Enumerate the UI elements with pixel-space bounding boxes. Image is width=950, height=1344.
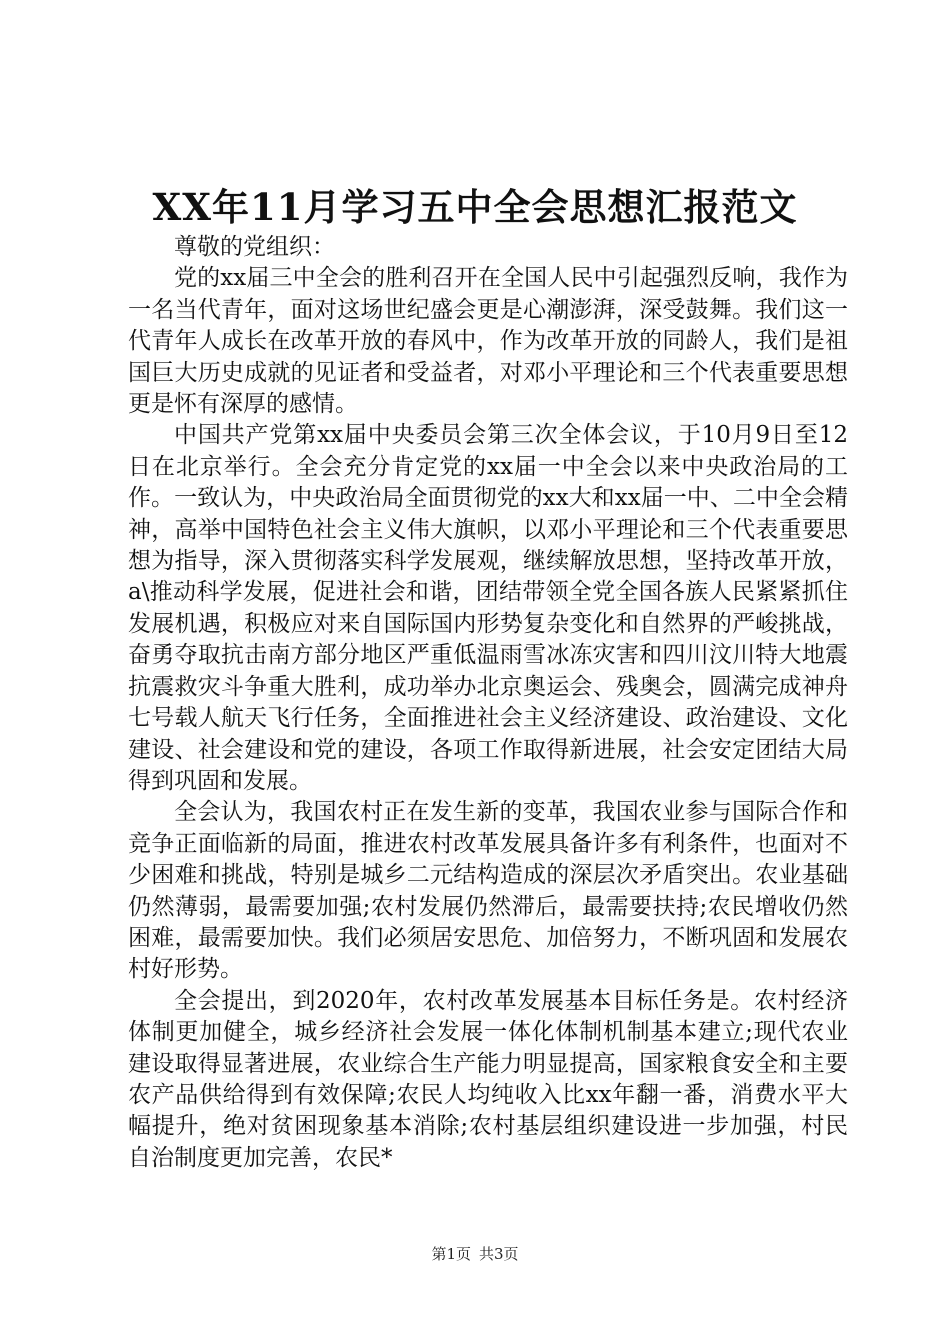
document-body — [128, 232, 848, 1174]
paragraph-2: 中国共产党第xx届中央委员会第三次全体会议，于10月9日至12日在北京举行。全会充分肯定党的xx届一中全会以来中央政治局的工作。一致认为，中央政治局全面贯彻党的xx大和xx届一中、二中全会精神，高举中国特色社会主义伟大旗帜，以邓小平理论和三个代表重要思想为指导，深入贯彻落实科学发展观，继续解放思想，坚持改革开放，a\推动科学发展，促进社会和谐，团结带领全党全国各族人民紧紧抓住发展机遇，积极应对来自国际国内形势复杂变化和自然界的严峻挑战，奋勇夺取抗击南方部分地区严重低温雨雪冰冻灾害和四川汶川特大地震抗震救灾斗争重大胜利，成功举办北京奥运会、残奥会，圆满完成神舟七号载人航天飞行任务，全面推进社会主义经济建设、政治建设、文化建设、社会建设和党的建设，各项工作取得新进展，社会安定团结大局得到巩固和发展。 — [128, 422, 848, 794]
paragraph-3: 全会认为，我国农村正在发生新的变革，我国农业参与国际合作和竞争正面临新的局面，推进农村改革发展具备许多有利条件，也面对不少困难和挑战，特别是城乡二元结构造成的深层次矛盾突出。农业基础仍然薄弱，最需要加强;农村发展仍然滞后，最需要扶持;农民增收仍然困难，最需要加快。我们必须居安思危、加倍努力，不断巩固和发展农村好形势。 — [128, 799, 848, 983]
paragraph-1: 党的xx届三中全会的胜利召开在全国人民中引起强烈反响，我作为一名当代青年，面对这场世纪盛会更是心潮澎湃，深受鼓舞。我们这一代青年人成长在改革开放的春风中，作为改革开放的同龄人，我们是祖国巨大历史成就的见证者和受益者，对邓小平理论和三个代表重要思想更是怀有深厚的感情。 — [128, 265, 848, 418]
salutation: 尊敬的党组织： — [174, 234, 335, 260]
paragraph-4: 全会提出，到2020年，农村改革发展基本目标任务是。农村经济体制更加健全，城乡经济社会发展一体化体制机制基本建立;现代农业建设取得显著进展，农业综合生产能力明显提高，国家粮食安全和主要农产品供给得到有效保障;农民人均纯收入比xx年翻一番，消费水平大幅提升，绝对贫困现象基本消除;农村基层组织建设进一步加强，村民自治制度更加完善，农民* — [128, 987, 848, 1171]
page-footer — [0, 1243, 950, 1265]
document-title: XX年11月学习五中全会思想汇报范文 — [152, 185, 798, 229]
page-total: 共3页 — [479, 1245, 519, 1263]
page-number: 第1页 — [431, 1245, 471, 1263]
